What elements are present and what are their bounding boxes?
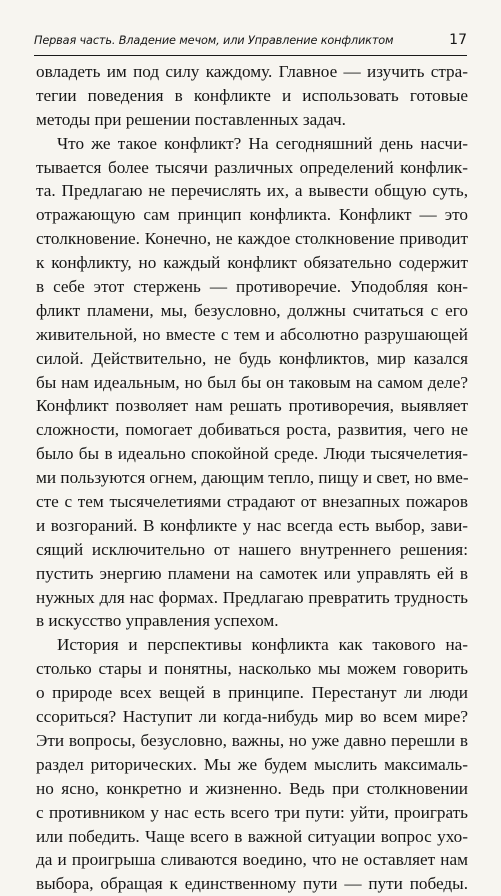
text-line: и возгораний. В конфликте у нас всегда есть выбор, зави-: [36, 515, 468, 535]
body-text: [36, 60, 468, 896]
text-line: или победить. Чаще всего в важной ситуации вопрос ухо-: [36, 826, 468, 846]
text-line: о природе всех вещей в принципе. Перестанут ли люди: [36, 683, 468, 703]
text-line: та. Предлагаю не перечислять их, а вывести общую суть,: [36, 181, 468, 201]
text-line: сте с тем тысячелетиями страдают от внезапных пожаров: [36, 492, 468, 512]
paragraph: [36, 132, 468, 634]
text-line: в себе этот стержень — противоречие. Уподобляя кон-: [36, 277, 468, 297]
running-title: Первая часть. Владение мечом, или Управление конфликтом: [34, 34, 394, 47]
paragraph: [36, 633, 468, 896]
text-line: столько стары и понятны, насколько мы можем говорить: [36, 659, 468, 679]
text-line: столкновение. Конечно, не каждое столкновение приводит: [36, 229, 468, 249]
text-line: нужных для нас формах. Предлагаю превратить трудность: [36, 587, 468, 607]
running-header: [34, 33, 467, 56]
text-line: бы нам идеальным, но был бы он таковым на самом деле?: [36, 372, 468, 392]
paragraph: [36, 60, 468, 132]
text-line: было бы в идеально спокойной среде. Люди тысячелетия-: [36, 444, 468, 464]
text-line: но ясно, конкретно и жизненно. Ведь при столкновении: [36, 778, 468, 798]
text-line: Конфликт позволяет нам решать противоречия, выявляет: [36, 396, 468, 416]
text-line: сящий исключительно от нашего внутреннего решения:: [36, 539, 468, 559]
text-line: выбора, обращая к единственному пути — пути победы.: [36, 874, 468, 894]
text-line: отражающую сам принцип конфликта. Конфликт — это: [36, 205, 468, 225]
text-line: раздел риторических. Мы же будем мыслить максималь-: [36, 754, 468, 774]
text-line: сложности, помогает добиваться роста, развития, чего не: [36, 420, 468, 440]
text-line: ссориться? Наступит ли когда-нибудь мир во всем мире?: [36, 707, 468, 727]
text-line: тывается более тысячи различных определений конфлик-: [36, 157, 468, 177]
text-line: тегии поведения в конфликте и использовать готовые: [36, 85, 468, 105]
text-line: Что же такое конфликт? На сегодняшний день насчи-: [57, 133, 468, 153]
text-line: в искусство управления успехом.: [36, 611, 279, 631]
text-line: к конфликту, но каждый конфликт обязательно содержит: [36, 253, 468, 273]
text-line: с противником у нас есть всего три пути: уйти, проиграть: [36, 802, 468, 822]
text-line: живительной, но вместе с тем и абсолютно разрушающей: [36, 324, 468, 344]
text-line: методы при решении поставленных задач.: [36, 109, 346, 129]
page-number: 17: [449, 32, 467, 48]
text-line: ми пользуются огнем, дающим тепло, пищу и свет, но вме-: [36, 468, 469, 488]
text-line: Эти вопросы, безусловно, важны, но уже давно перешли в: [36, 730, 468, 750]
text-line: да и проигрыша сливаются воедино, что не оставляет нам: [36, 850, 468, 870]
text-line: силой. Действительно, не будь конфликтов, мир казался: [36, 348, 468, 368]
text-line: История и перспективы конфликта как такового на-: [57, 635, 468, 655]
text-line: овладеть им под силу каждому. Главное — изучить стра-: [36, 62, 468, 81]
text-line: пустить энергию пламени на самотек или управлять ей в: [36, 563, 468, 583]
text-line: фликт пламени, мы, безусловно, должны считаться с его: [36, 300, 468, 320]
